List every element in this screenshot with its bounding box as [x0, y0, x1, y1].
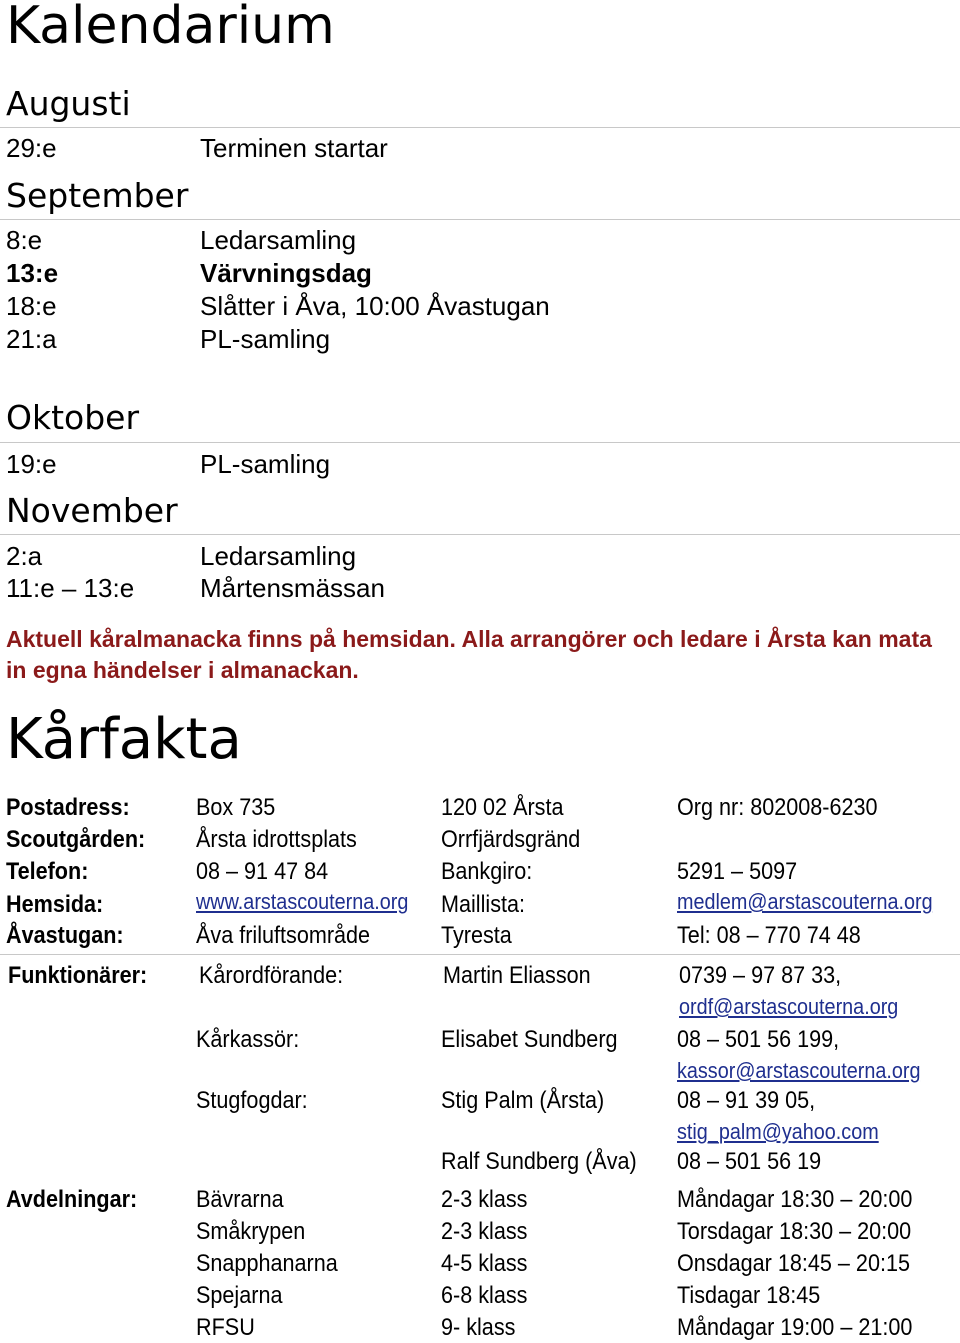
unit-name: Spejarna — [196, 1282, 283, 1309]
email-link[interactable]: kassor@arstascouterna.org — [677, 1058, 921, 1083]
phone-number: 08 – 501 56 19 — [677, 1148, 822, 1175]
month-heading-oktober: Oktober — [6, 398, 140, 437]
divider — [0, 442, 960, 443]
person-name: Ralf Sundberg (Åva) — [441, 1148, 637, 1175]
divider — [0, 127, 960, 128]
event-date: 21:a — [6, 324, 57, 354]
unit-time: Torsdagar 18:30 – 20:00 — [677, 1218, 912, 1245]
event-text: Terminen startar — [200, 133, 388, 163]
fact-value: Tyresta — [441, 922, 512, 949]
org-number: Org nr: 802008-6230 — [677, 794, 878, 821]
month-heading-augusti: Augusti — [6, 84, 131, 123]
event-text: Slåtter i Åva, 10:00 Åvastugan — [200, 291, 550, 321]
fact-label: Maillista: — [441, 891, 526, 918]
mailing-list-link[interactable]: medlem@arstascouterna.org — [677, 889, 933, 914]
event-date: 19:e — [6, 449, 57, 479]
fact-value: Box 735 — [196, 794, 276, 821]
unit-time: Tisdagar 18:45 — [677, 1282, 821, 1309]
unit-class: 6-8 klass — [441, 1282, 528, 1309]
fact-value: Årsta idrottsplats — [196, 826, 357, 853]
unit-name: RFSU — [196, 1314, 255, 1341]
fact-label: Scoutgården: — [6, 826, 146, 853]
divider — [0, 534, 960, 535]
event-text: PL-samling — [200, 324, 331, 354]
phone-number: Tel: 08 – 770 74 48 — [677, 922, 861, 949]
person-name: Elisabet Sundberg — [441, 1026, 618, 1053]
role-label: Stugfogdar: — [196, 1087, 308, 1114]
event-date: 13:e — [6, 258, 59, 288]
person-name: Martin Eliasson — [443, 962, 591, 989]
event-date: 29:e — [6, 133, 57, 163]
unit-class: 2-3 klass — [441, 1218, 528, 1245]
divider — [0, 954, 960, 955]
unit-name: Snapphanarna — [196, 1250, 338, 1277]
email-link[interactable]: ordf@arstascouterna.org — [679, 994, 899, 1019]
fact-label: Funktionärer: — [8, 962, 148, 989]
website-link[interactable]: www.arstascouterna.org — [196, 889, 409, 914]
unit-time: Onsdagar 18:45 – 20:15 — [677, 1250, 910, 1277]
fact-label: Telefon: — [6, 858, 89, 885]
email-link[interactable]: stig_palm@yahoo.com — [677, 1119, 879, 1144]
month-heading-september: September — [6, 176, 189, 215]
unit-name: Småkrypen — [196, 1218, 306, 1245]
divider — [0, 219, 960, 220]
role-label: Kårkassör: — [196, 1026, 300, 1053]
phone-number: 08 – 501 56 199, — [677, 1026, 840, 1053]
unit-class: 4-5 klass — [441, 1250, 528, 1277]
phone-number: 08 – 91 39 05, — [677, 1087, 816, 1114]
unit-time: Måndagar 18:30 – 20:00 — [677, 1186, 913, 1213]
fact-label: Åvastugan: — [6, 922, 124, 949]
section-title-karfakta: Kårfakta — [6, 707, 242, 772]
fact-label: Avdelningar: — [6, 1186, 138, 1213]
event-text: PL-samling — [200, 449, 331, 479]
event-text: Ledarsamling — [200, 225, 357, 255]
fact-label: Bankgiro: — [441, 858, 533, 885]
event-text: Ledarsamling — [200, 541, 357, 571]
unit-class: 2-3 klass — [441, 1186, 528, 1213]
phone-number: 08 – 91 47 84 — [196, 858, 329, 885]
fact-value: Orrfjärdsgränd — [441, 826, 581, 853]
month-heading-november: November — [6, 491, 178, 530]
fact-label: Postadress: — [6, 794, 130, 821]
page-title: Kalendarium — [6, 0, 335, 56]
bankgiro-number: 5291 – 5097 — [677, 858, 798, 885]
unit-name: Bävrarna — [196, 1186, 284, 1213]
fact-value: Åva friluftsområde — [196, 922, 371, 949]
event-date: 2:a — [6, 541, 43, 571]
person-name: Stig Palm (Årsta) — [441, 1087, 605, 1114]
fact-label: Hemsida: — [6, 891, 104, 918]
event-date: 18:e — [6, 291, 57, 321]
event-date: 11:e – 13:e — [6, 573, 135, 603]
calendar-notice: Aktuell kåralmanacka finns på hemsidan. Alla arrangörer och ledare i Årsta kan mata in egna händelser i almanackan. — [6, 626, 932, 683]
unit-class: 9- klass — [441, 1314, 516, 1341]
unit-time: Måndagar 19:00 – 21:00 — [677, 1314, 913, 1341]
event-text: Värvningsdag — [200, 258, 372, 288]
fact-value: 120 02 Årsta — [441, 794, 564, 821]
event-text: Mårtensmässan — [200, 573, 385, 603]
event-date: 8:e — [6, 225, 43, 255]
phone-number: 0739 – 97 87 33, — [679, 962, 842, 989]
role-label: Kårordförande: — [199, 962, 344, 989]
